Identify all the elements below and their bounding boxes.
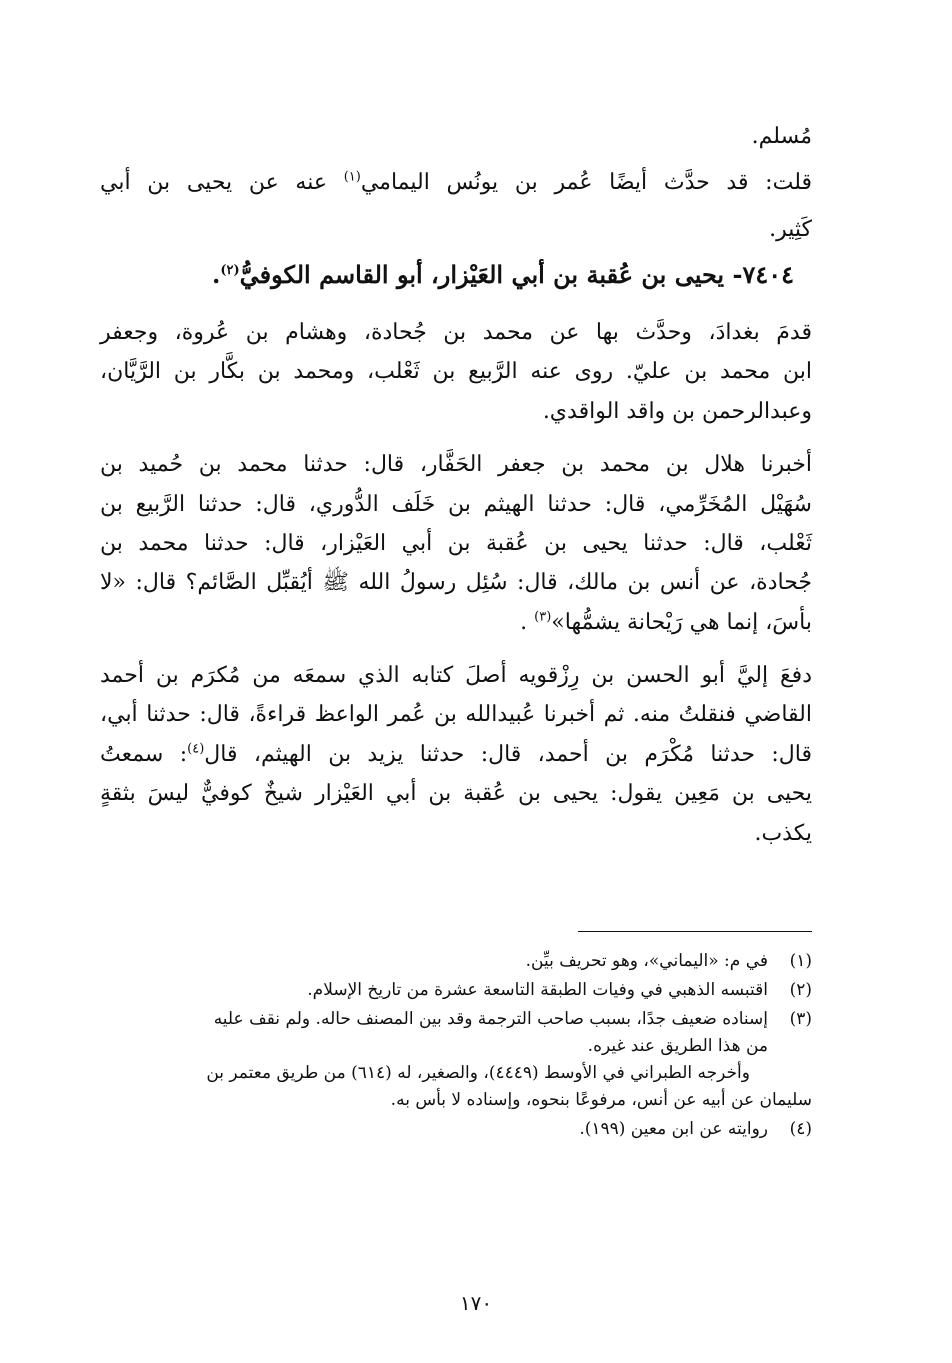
text-line: دفعَ إليَّ أبو الحسن بن رِزْقويه أصلَ كتابه الذي سمعَه من مُكرَم بن أحمد [100,663,812,689]
text-line: قلت: قد حدَّث أيضًا عُمر بن يونُس اليمامي$^{(١)}$ عنه عن يحيى بن أبي [100,170,812,196]
text-line: يكذب. [754,820,812,846]
text-line: قدمَ بغدادَ، وحدَّث بها عن محمد بن جُحادة، وهشام بن عُروة، وجعفر [100,319,812,345]
footnote-2: (٢)اقتبسه الذهبي في وفيات الطبقة التاسعة عشرة من تاريخ الإسلام. [307,979,812,1000]
footnote-ref: (٤) [187,741,205,757]
text-line: ثَعْلب، قال: حدثنا يحيى بن عُقبة بن أبي العَيْزار، قال: حدثنا محمد بن [100,530,812,556]
page-number: ١٧٠ [459,1291,493,1315]
footnote-number: (٤) [789,1118,812,1139]
text-line: سُهَيْل المُخَرِّمي، قال: حدثنا الهيثم بن خَلَف الدُّوري، قال: حدثنا الرَّبيع بن [100,491,812,517]
footnote-number: (٣) [789,1008,812,1029]
footnote-separator [578,931,812,932]
text-line: قال: حدثنا مُكْرَم بن أحمد، قال: حدثنا يزيد بن الهيثم، قال$^{(٤)}$: سمعتُ [100,741,813,767]
text-line: جُحادة، عن أنس بن مالك، قال: سُئِل رسولُ الله ﷺ أيُقبِّل الصَّائم؟ قال: «لا [100,570,812,596]
entry-heading: ٧٤٠٤- يحيى بن عُقبة بن أبي العَيْزار، أبو القاسم الكوفيُّ$^{(٢)}$. [211,260,794,290]
text-line: يحيى بن مَعِين يقول: يحيى بن عُقبة بن أبي العَيْزار شيخٌ كوفيٌّ ليسَ بثقةٍ [100,781,812,807]
text-line: أخبرنا هلال بن محمد بن جعفر الحَفَّار، قال: حدثنا محمد بن حُميد بن [100,452,812,478]
footnote-number: (١) [789,951,812,971]
main-text [100,120,812,847]
text-line: ابن محمد بن عليّ. روى عنه الرَّبيع بن ثَعْلب، ومحمد بن بكَّار بن الرَّيَّان، [100,359,812,385]
footnote-number: (٢) [789,979,812,1000]
footnotes [100,950,812,1141]
footnote-1: (١)في م: «اليماني»، وهو تحريف بيِّن. [525,951,812,971]
footnote-3-line: وأخرجه الطبراني في الأوسط (٤٤٤٩)، والصغير، له (٦١٤) من طريق معتمر بن [206,1062,750,1083]
text-line: بأسَ، إنما هي رَيْحانة يشمُّها»$^{(٣)}$ . [520,609,812,635]
footnote-3: (٣)إسناده ضعيف جدًا، بسبب صاحب الترجمة وقد بين المصنف حاله. ولم نقف عليه [213,1008,812,1029]
footnote-3-line: سليمان عن أبيه عن أنس، مرفوعًا بنحوه، وإسناده لا بأس به. [390,1089,812,1110]
footnote-ref: (٢) [220,263,240,279]
text-line: كَثِير. [769,216,812,242]
footnote-ref: (١) [343,170,361,186]
footnote-ref: (٣) [534,609,552,625]
text-line: مُسلم. [751,124,812,149]
footnote-3-line: من هذا الطريق عند غيره. [587,1035,768,1056]
text-line: القاضي فنقلتُ منه. ثم أخبرنا عُبيدالله بن عُمر الواعظ قراءةً، قال: حدثنا أبي، [100,702,812,728]
footnote-4: (٤)روايته عن ابن معين (١٩٩). [579,1118,812,1139]
text-line: وعبدالرحمن بن واقد الواقدي. [542,398,812,424]
